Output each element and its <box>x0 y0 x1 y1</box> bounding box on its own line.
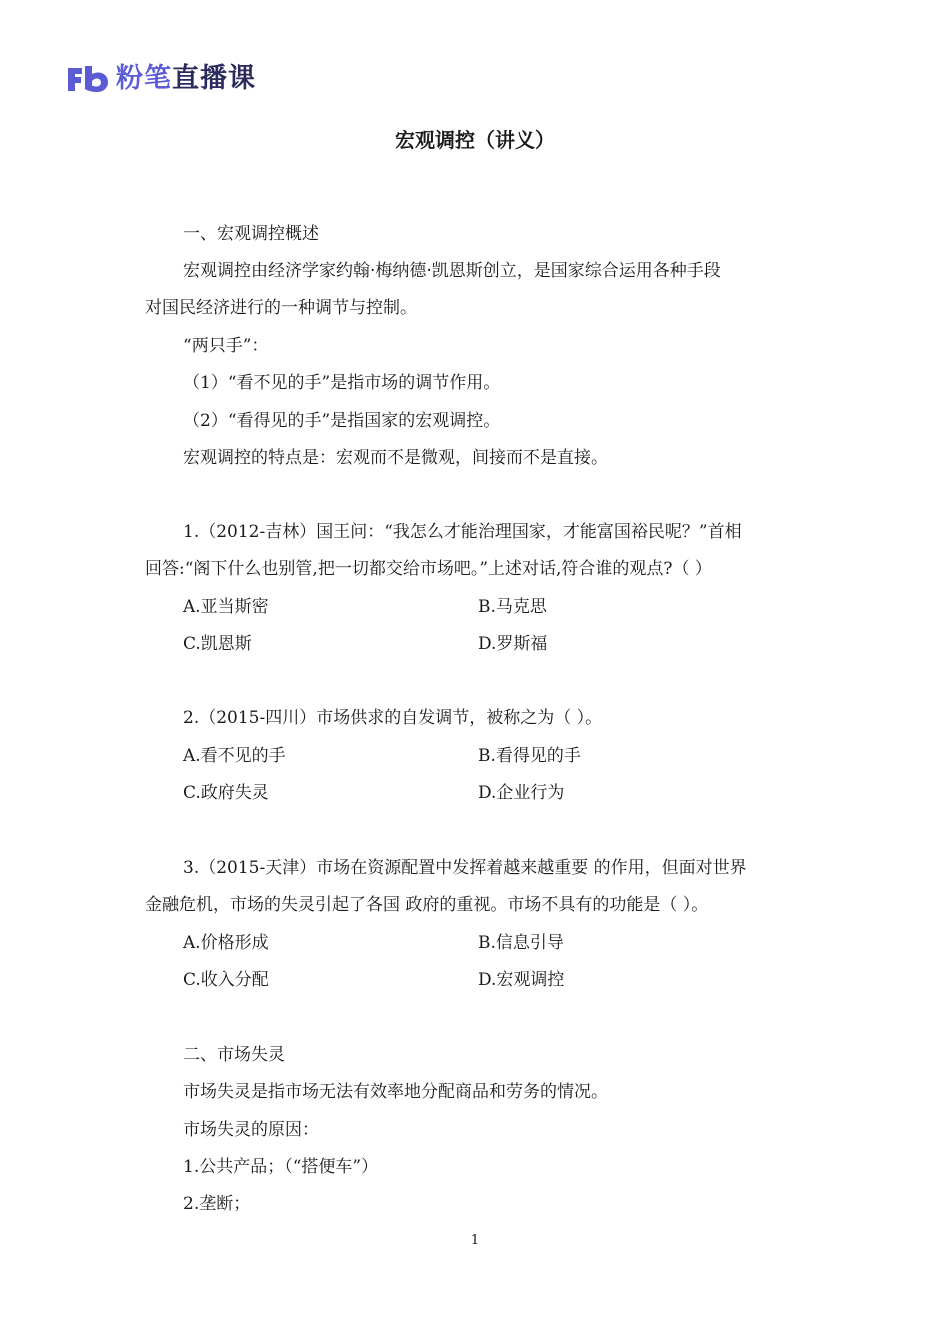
option-a: A.价格形成 <box>183 933 269 953</box>
logo-text: 粉笔直播课 <box>116 63 256 94</box>
paragraph-line: （1）“看不见的手”是指市场的调节作用。 <box>183 373 501 393</box>
brand-logo <box>66 62 256 96</box>
list-item: 2.垄断； <box>183 1194 251 1214</box>
page-number: 1 <box>470 1233 480 1248</box>
document-title: 宏观调控（讲义） <box>395 128 555 152</box>
question-stem: 回答:“阁下什么也别管,把一切都交给市场吧。”上述对话,符合谁的观点?（ ） <box>145 559 712 579</box>
paragraph-line: 市场失灵是指市场无法有效率地分配商品和劳务的情况。 <box>183 1082 608 1102</box>
paragraph-line: 宏观调控由经济学家约翰·梅纳德·凯恩斯创立，是国家综合运用各种手段 <box>183 261 721 281</box>
question-stem: 金融危机，市场的失灵引起了各国 政府的重视。市场不具有的功能是（ ）。 <box>145 895 709 915</box>
question-stem: 2.（2015-四川）市场供求的自发调节，被称之为（ ）。 <box>183 708 603 728</box>
section-heading: 一、宏观调控概述 <box>183 224 319 244</box>
option-d: D.罗斯福 <box>478 634 548 654</box>
option-c: C.政府失灵 <box>183 783 269 803</box>
option-c: C.收入分配 <box>183 970 269 990</box>
list-item: 1.公共产品；（“搭便车”） <box>183 1157 379 1177</box>
paragraph-line: （2）“看得见的手”是指国家的宏观调控。 <box>183 411 501 431</box>
option-c: C.凯恩斯 <box>183 634 252 654</box>
question-stem: 3.（2015-天津）市场在资源配置中发挥着越来越重要 的作用，但面对世界 <box>183 858 747 878</box>
paragraph-line: “两只手”： <box>183 336 269 356</box>
question-stem: 1.（2012-吉林）国王问：“我怎么才能治理国家，才能富国裕民呢？”首相 <box>183 522 742 542</box>
section-heading: 二、市场失灵 <box>183 1045 285 1065</box>
option-b: B.信息引导 <box>478 933 564 953</box>
option-b: B.看得见的手 <box>478 746 581 766</box>
option-d: D.宏观调控 <box>478 970 565 990</box>
option-a: A.亚当斯密 <box>183 597 269 617</box>
option-a: A.看不见的手 <box>183 746 286 766</box>
fb-logo-icon <box>66 64 110 94</box>
paragraph-line: 市场失灵的原因： <box>183 1120 319 1140</box>
option-d: D.企业行为 <box>478 783 565 803</box>
option-b: B.马克思 <box>478 597 547 617</box>
paragraph-line: 对国民经济进行的一种调节与控制。 <box>145 298 417 318</box>
paragraph-line: 宏观调控的特点是：宏观而不是微观，间接而不是直接。 <box>183 448 608 468</box>
